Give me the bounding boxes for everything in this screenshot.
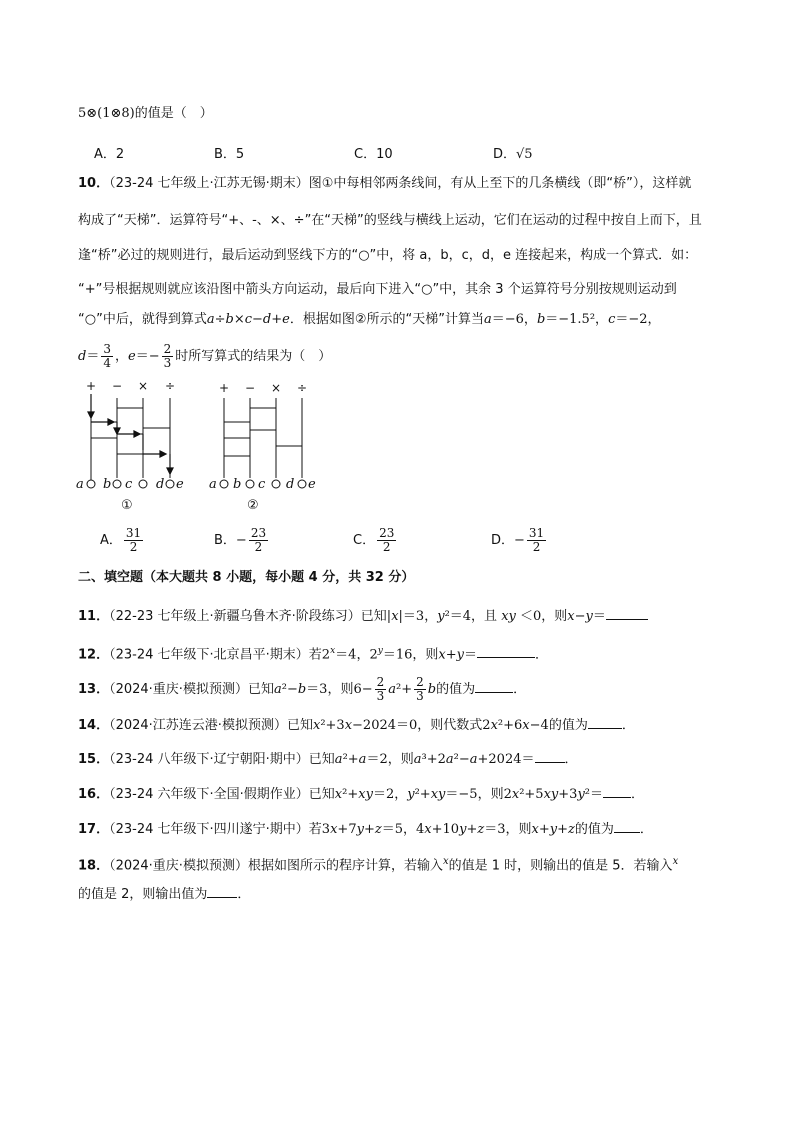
- q14: 14．（2024·江苏连云港·模拟预测）已知x²+3x−2024＝0，则代数式2x²+6x−4的值为 ．: [78, 714, 635, 736]
- q13: 13．（2024·重庆·模拟预测）已知a²−b＝3，则6− $\frac{2}{3}$ a²+ $\frac{2}{3}$ b的值为 ．: [78, 675, 527, 703]
- q16-answer-blank[interactable]: [603, 783, 631, 798]
- q9-option-b: B．5: [214, 147, 245, 162]
- fig2-op-minus: −: [244, 381, 256, 395]
- fig1-letter-d: d: [156, 477, 165, 492]
- q10-line6: d＝ $\frac{3}{4}$ ，e＝− $\frac{2}{3}$ 时所写算式的结果为（ ）: [78, 342, 332, 370]
- fig1-label: ①: [121, 498, 133, 513]
- q9-option-c: C．10: [354, 147, 393, 162]
- q10-option-c: C． $\frac{23}{2}$: [353, 526, 395, 554]
- q10-line1: 10．（23-24 七年级上·江苏无锡·期末）图①中每相邻两条线间，有从上至下的几条横线（即“桥”），这样就: [78, 176, 692, 191]
- fig1-letter-a: a: [76, 477, 84, 492]
- fig2-op-divide: ÷: [296, 381, 308, 395]
- fig2-letter-c: c: [258, 477, 266, 492]
- q10-option-b: B．− $\frac{23}{2}$: [214, 526, 267, 554]
- q10-option-a: A． $\frac{31}{2}$: [100, 526, 142, 554]
- q10-option-d: D．− $\frac{31}{2}$: [491, 526, 545, 554]
- fig2-label: ②: [247, 498, 259, 513]
- q13-answer-blank[interactable]: [475, 678, 513, 693]
- q12-answer-blank[interactable]: [477, 643, 535, 658]
- fig1-op-minus: −: [111, 379, 123, 393]
- q18-answer-blank[interactable]: [207, 883, 237, 898]
- q17-answer-blank[interactable]: [614, 818, 640, 833]
- ladder-figure-1: [74, 376, 194, 494]
- q17: 17．（23-24 七年级下·四川遂宁·期中）若3x+7y+z＝5，4x+10y+z＝3，则x+y+z的值为 ．: [78, 818, 653, 840]
- fig2-letter-b: b: [233, 477, 242, 492]
- fig2-letter-d: d: [286, 477, 295, 492]
- fig1-letter-c: c: [125, 477, 133, 492]
- q9-stem: 5⊗(1⊗8)的值是（ ）: [78, 106, 213, 121]
- q15: 15．（23-24 八年级下·辽宁朝阳·期中）已知a²+a＝2，则a³+2a²−a+2024＝ ．: [78, 748, 578, 770]
- q12: 12．（23-24 七年级下·北京昌平·期末）若$2^x=4$，$2^y=16$，则x+y＝ ．: [78, 641, 548, 665]
- q18-line2: 的值是 2，则输出值为 ．: [78, 883, 250, 905]
- ladder-figure-2: [204, 380, 324, 494]
- fig2-op-plus: +: [218, 381, 230, 395]
- fig2-letter-e: e: [308, 477, 316, 492]
- q16: 16．（23-24 六年级下·全国·假期作业）已知x²+xy＝2，y²+xy＝−5，则2x²+5xy+3y²＝ ．: [78, 783, 644, 805]
- q14-answer-blank[interactable]: [588, 714, 622, 729]
- q11-answer-blank[interactable]: [606, 605, 648, 620]
- fig1-op-divide: ÷: [164, 379, 176, 393]
- q10-line5: “○”中后，就得到算式a÷b×c−d+e．根据如图②所示的“天梯”计算当a＝−6，b＝−1.5²，c＝−2，: [78, 312, 661, 327]
- q11: 11．（22-23 七年级上·新疆乌鲁木齐·阶段练习）已知|x|＝3，y²＝4，且 xy ＜0，则x−y＝: [78, 605, 648, 627]
- fig1-op-times: ×: [137, 379, 149, 393]
- q10-line3: 逢“桥”必过的规则进行，最后运动到竖线下方的“○”中，将 a，b，c，d，e 连接起来，构成一个算式．如：: [78, 248, 698, 263]
- section-2-heading: 二、填空题（本大题共 8 小题，每小题 4 分，共 32 分）: [78, 570, 415, 585]
- fig1-letter-e: e: [176, 477, 184, 492]
- q18-line1: 18．（2024·重庆·模拟预测）根据如图所示的程序计算，若输入$^x$的值是 1 时，则输出的值是 5．若输入$^x$: [78, 856, 679, 874]
- q10-line4: “+”号根据规则就应该沿图中箭头方向运动，最后向下进入“○”中，其余 3 个运算符号分别按规则运动到: [78, 282, 677, 297]
- q9-option-a: A．2: [94, 147, 125, 162]
- fig2-op-times: ×: [270, 381, 282, 395]
- q10-line2: 构成了“天梯”．运算符号“+、-、×、÷”在“天梯”的竖线与横线上运动，它们在运动的过程中按自上而下，且: [78, 213, 702, 228]
- fig2-letter-a: a: [209, 477, 217, 492]
- q9-option-d: D．√5: [493, 147, 533, 162]
- q15-answer-blank[interactable]: [535, 748, 565, 763]
- fig1-op-plus: +: [85, 379, 97, 393]
- fig1-letter-b: b: [103, 477, 112, 492]
